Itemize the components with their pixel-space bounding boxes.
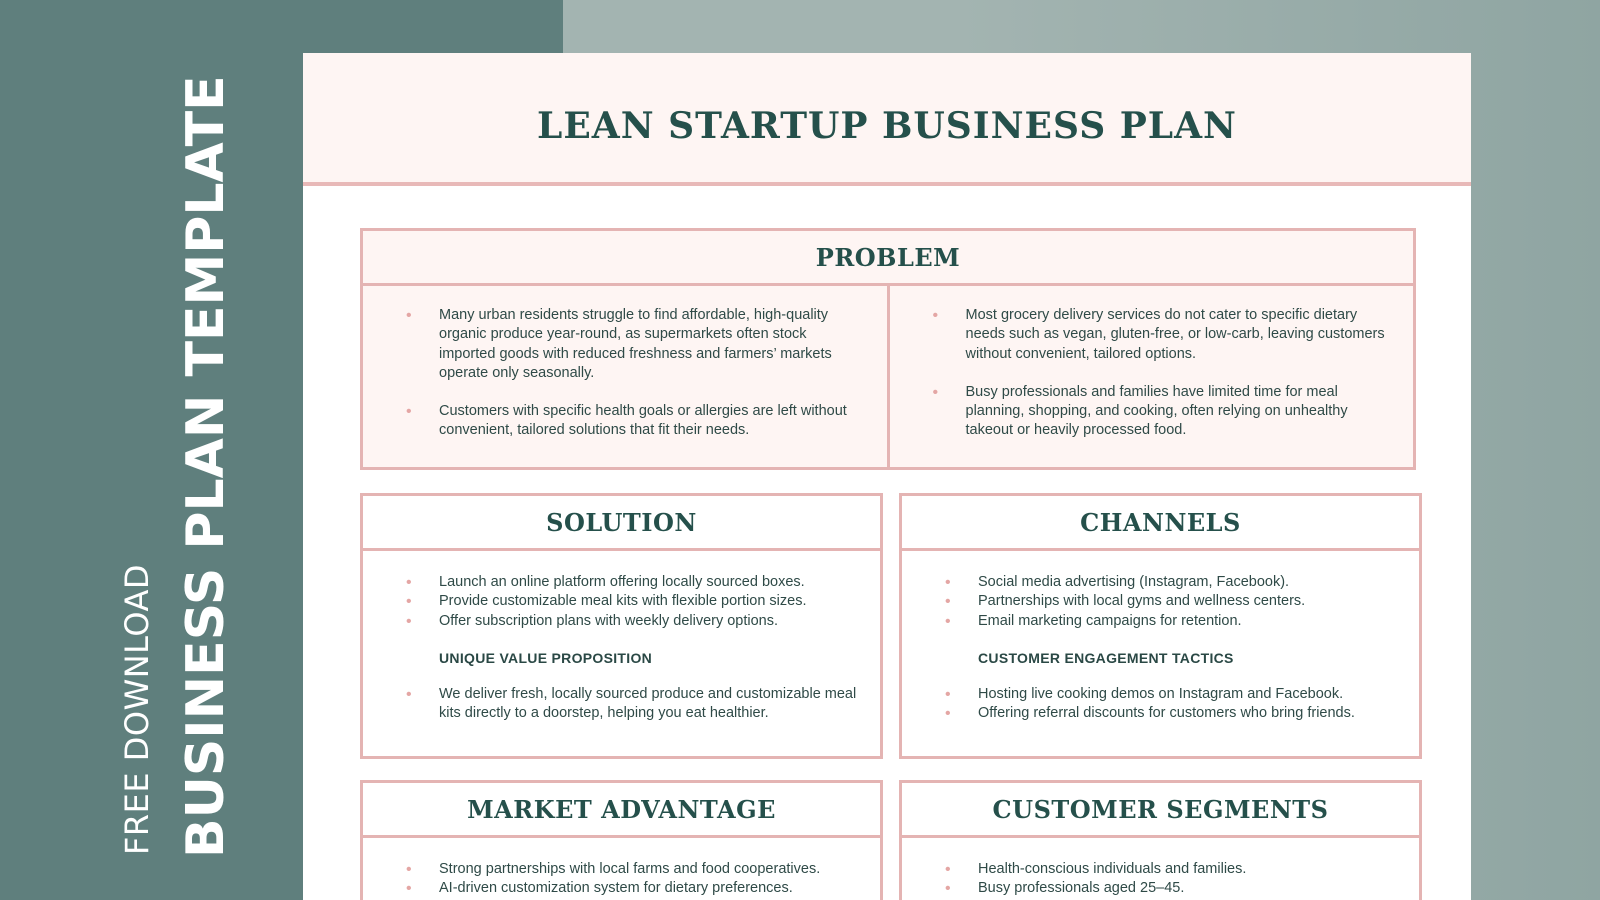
document-title: LEAN STARTUP BUSINESS PLAN — [537, 105, 1237, 147]
document-header — [303, 53, 1471, 186]
channels-body — [902, 551, 1419, 723]
list-item: • Busy professionals aged 25–45. — [902, 879, 1401, 898]
list-item: • AI-driven customization system for dietary preferences. — [363, 879, 862, 898]
free-download-label: FREE DOWNLOAD — [118, 564, 156, 855]
business-plan-template-label: BUSINESS PLAN TEMPLATE — [176, 75, 236, 858]
solution-body — [363, 551, 880, 723]
channels-list — [902, 573, 1401, 631]
list-item: • Hosting live cooking demos on Instagram and Facebook. — [902, 685, 1401, 704]
customer-segments-list — [902, 860, 1401, 899]
engagement-list — [902, 685, 1401, 724]
customer-engagement-heading: CUSTOMER ENGAGEMENT TACTICS — [978, 649, 1234, 666]
list-item: • Launch an online platform offering locally sourced boxes. — [363, 573, 862, 592]
list-item: • Customers with specific health goals or allergies are left without convenient, tailored solutions that fit their needs. — [363, 402, 867, 441]
side-promo-text — [0, 0, 300, 900]
problem-section — [360, 228, 1416, 470]
value-proposition-list — [363, 685, 862, 724]
list-item: • We deliver fresh, locally sourced produce and customizable meal kits directly to a doorstep, helping you eat healthier. — [363, 685, 862, 724]
list-item: • Most grocery delivery services do not cater to specific dietary needs such as vegan, gluten-free, or low-carb, leaving customers without convenient, tailored options. — [890, 306, 1394, 364]
problem-right-list — [890, 306, 1394, 441]
solution-list — [363, 573, 862, 631]
problem-left-column — [363, 286, 890, 467]
document-page — [303, 53, 1471, 900]
list-item: • Many urban residents struggle to find affordable, high-quality organic produce year-round, as supermarkets often stock imported goods with reduced freshness and farmers’ markets operate only seasonally. — [363, 306, 867, 383]
list-item: • Social media advertising (Instagram, Facebook). — [902, 573, 1401, 592]
channels-section — [899, 493, 1422, 759]
problem-heading: PROBLEM — [363, 231, 1413, 286]
unique-value-proposition-heading: UNIQUE VALUE PROPOSITION — [439, 649, 653, 666]
customer-segments-heading: CUSTOMER SEGMENTS — [902, 783, 1419, 838]
market-advantage-body — [363, 838, 880, 899]
problem-left-list — [363, 306, 867, 441]
list-item: • Busy professionals and families have limited time for meal planning, shopping, and cooking, often relying on unhealthy takeout or heavily processed food. — [890, 383, 1394, 441]
customer-segments-body — [902, 838, 1419, 899]
market-advantage-heading: MARKET ADVANTAGE — [363, 783, 880, 838]
problem-body — [363, 286, 1413, 467]
list-item: • Health-conscious individuals and families. — [902, 860, 1401, 879]
problem-right-column — [890, 286, 1414, 467]
customer-segments-section — [899, 780, 1422, 900]
market-advantage-list — [363, 860, 862, 899]
list-item: • Offering referral discounts for customers who bring friends. — [902, 704, 1401, 723]
list-item: • Email marketing campaigns for retention. — [902, 612, 1401, 631]
solution-section — [360, 493, 883, 759]
channels-heading: CHANNELS — [902, 496, 1419, 551]
list-item: • Offer subscription plans with weekly delivery options. — [363, 612, 862, 631]
list-item: • Provide customizable meal kits with flexible portion sizes. — [363, 592, 862, 611]
solution-heading: SOLUTION — [363, 496, 880, 551]
market-advantage-section — [360, 780, 883, 900]
list-item: • Strong partnerships with local farms and food cooperatives. — [363, 860, 862, 879]
list-item: • Partnerships with local gyms and wellness centers. — [902, 592, 1401, 611]
